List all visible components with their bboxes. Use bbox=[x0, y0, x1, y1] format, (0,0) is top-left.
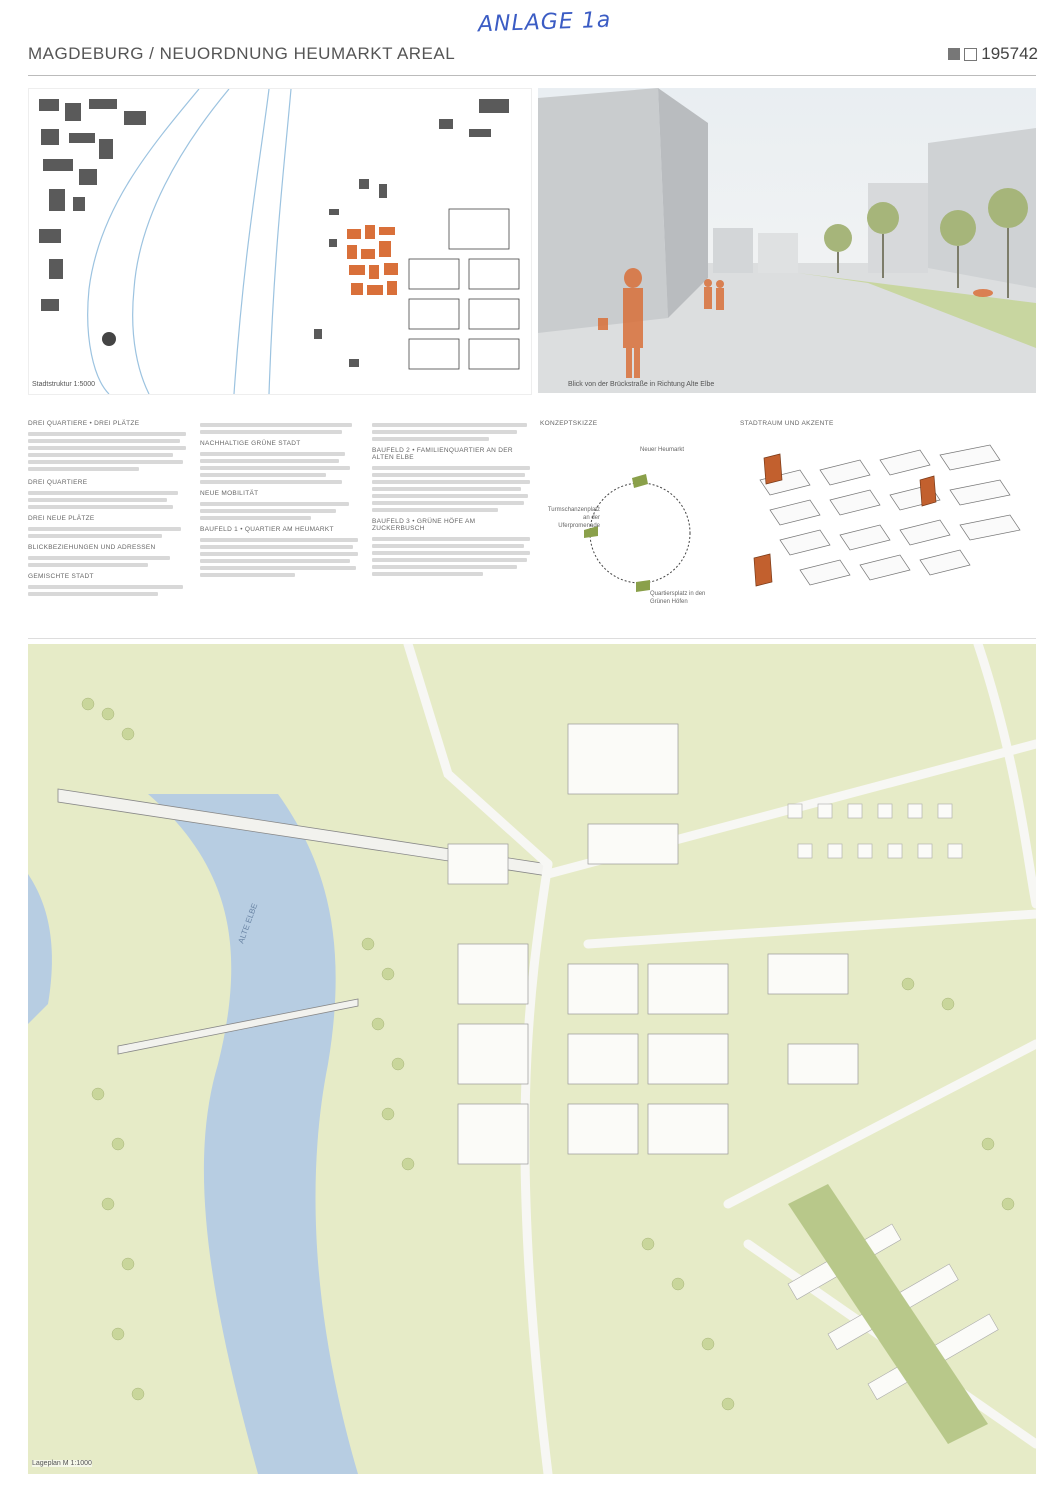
description-text bbox=[28, 420, 528, 630]
perspective-render bbox=[538, 88, 1036, 393]
subheading: DREI QUARTIERE bbox=[28, 479, 88, 486]
text-column-3 bbox=[372, 420, 530, 579]
axonometric-drawing bbox=[740, 440, 1036, 620]
plan-caption: Lageplan M 1:1000 bbox=[32, 1460, 92, 1467]
page-title: MAGDEBURG / NEUORDNUNG HEUMARKT AREAL bbox=[28, 44, 456, 63]
handwritten-annotation: ANLAGE 1a bbox=[477, 7, 612, 38]
subheading: NEUE MOBILITÄT bbox=[200, 490, 259, 497]
landmark-icon bbox=[102, 332, 116, 346]
concept-heading: KONZEPTSKIZZE bbox=[540, 420, 598, 427]
subheading: BAUFELD 1 • QUARTIER AM HEUMARKT bbox=[200, 526, 334, 533]
subheading: GEMISCHTE STADT bbox=[28, 573, 94, 580]
concept-label-top: Neuer Heumarkt bbox=[640, 447, 685, 453]
text-column-1 bbox=[28, 420, 186, 599]
concept-sketch bbox=[540, 420, 720, 630]
street-view-illustration bbox=[538, 88, 1036, 393]
main-heading: DREI QUARTIERE • DREI PLÄTZE bbox=[28, 420, 140, 427]
divider bbox=[28, 638, 1036, 639]
concept-label-left: Turmschanzenplatz an der Uferpromenade bbox=[547, 507, 600, 529]
stadtraum-heading: STADTRAUM UND AKZENTE bbox=[740, 420, 834, 427]
text-column-2 bbox=[200, 420, 358, 580]
site-structure-map bbox=[28, 88, 532, 395]
subheading: BAUFELD 2 • FAMILIENQUARTIER AN DER ALTEN ELBE bbox=[372, 447, 513, 461]
site-plan bbox=[28, 644, 1036, 1474]
river-label: ALTE ELBE bbox=[236, 902, 260, 945]
site-structure-drawing bbox=[29, 89, 531, 394]
concept-label-bottom: Quartiersplatz in den Grünen Höfen bbox=[650, 591, 706, 605]
empty-square-icon bbox=[964, 48, 977, 61]
filled-square-icon bbox=[948, 48, 960, 60]
render-caption: Blick von der Brückstraße in Richtung Alte Elbe bbox=[568, 381, 715, 388]
divider bbox=[28, 75, 1036, 76]
code-number: 195742 bbox=[981, 44, 1038, 63]
site-plan-drawing bbox=[28, 644, 1036, 1474]
subheading: DREI NEUE PLÄTZE bbox=[28, 515, 95, 522]
subheading: BLICKBEZIEHUNGEN UND ADRESSEN bbox=[28, 544, 156, 551]
sitemap-caption: Stadtstruktur 1:5000 bbox=[32, 381, 96, 388]
subheading: BAUFELD 3 • GRÜNE HÖFE AM ZUCKERBUSCH bbox=[372, 518, 476, 532]
competition-code bbox=[948, 44, 1038, 64]
stadtraum-diagram bbox=[740, 420, 1036, 630]
subheading: NACHHALTIGE GRÜNE STADT bbox=[200, 440, 301, 447]
